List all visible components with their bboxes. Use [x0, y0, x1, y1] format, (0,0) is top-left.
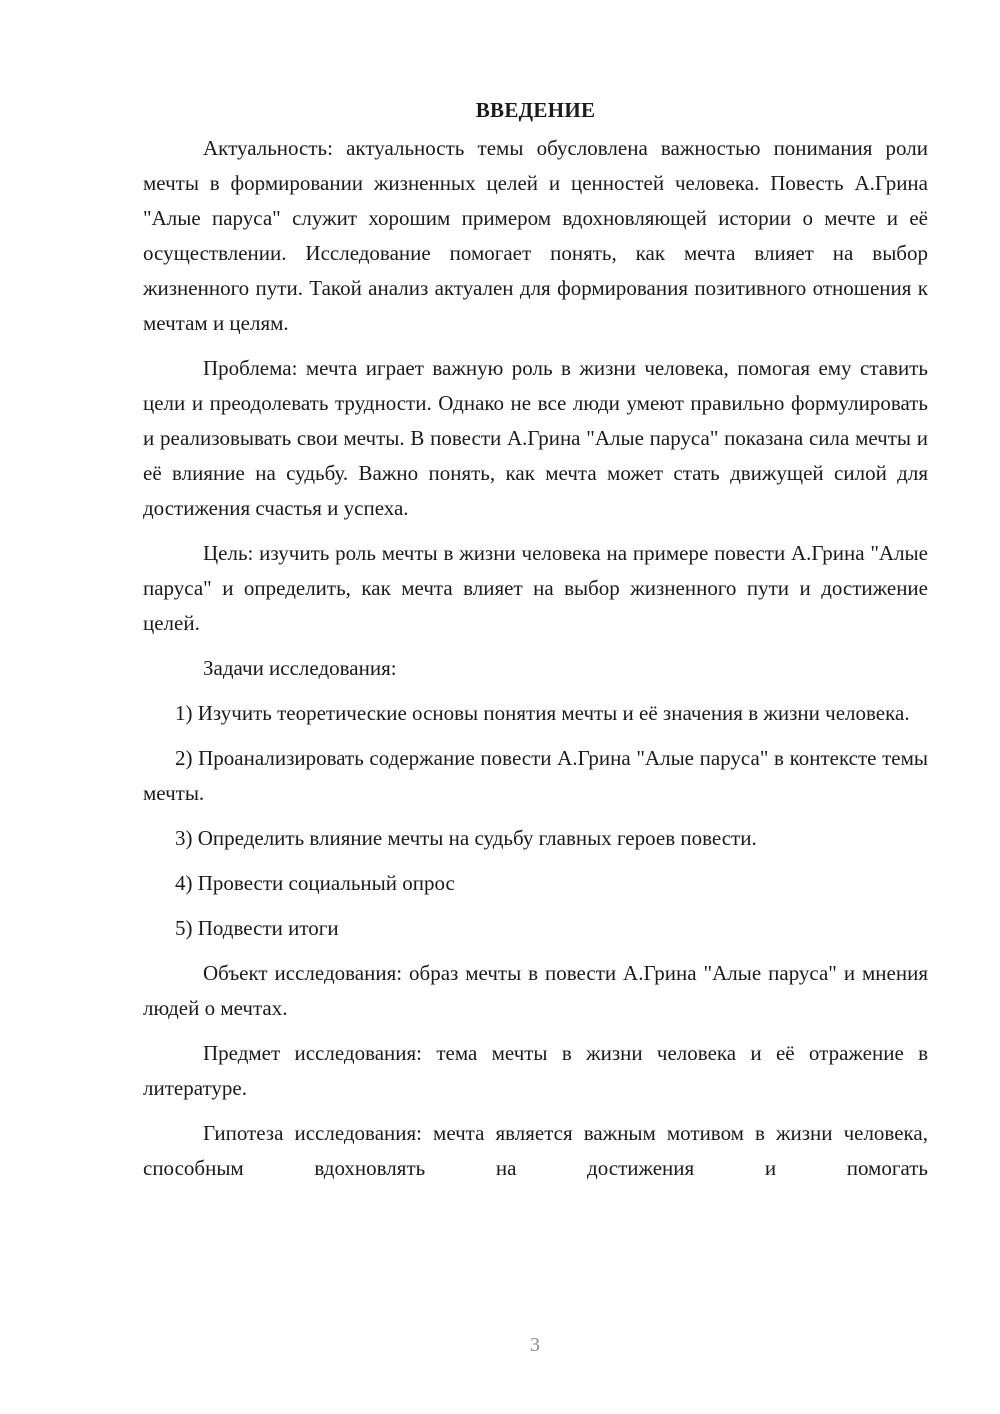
document-page [143, 95, 928, 1196]
task-item-3: 3) Определить влияние мечты на судьбу главных героев повести. [175, 826, 757, 850]
page-number: 3 [530, 1334, 540, 1356]
task-item-1: 1) Изучить теоретические основы понятия мечты и её значения в жизни человека. [175, 701, 910, 725]
paragraph-hypothesis: Гипотеза исследования: мечта является важным мотивом в жизни человека, способным вдохновлять на достижения и помогать [143, 1121, 928, 1180]
paragraph-subject: Предмет исследования: тема мечты в жизни человека и её отражение в литературе. [143, 1041, 928, 1100]
task-item-5: 5) Подвести итоги [175, 916, 339, 940]
paragraph-problem: Проблема: мечта играет важную роль в жизни человека, помогая ему ставить цели и преодолевать трудности. Однако не все люди умеют правильно формулировать и реализовывать свои мечты. В повести А.Грина "Алые паруса" показана сила мечты и её влияние на судьбу. Важно понять, как мечта может стать движущей силой для достижения счастья и успеха. [143, 356, 928, 520]
page-title: ВВЕДЕНИЕ [475, 98, 596, 122]
task-item-2: 2) Проанализировать содержание повести А.Грина "Алые паруса" в контексте темы мечты. [143, 746, 928, 805]
paragraph-relevance: Актуальность: актуальность темы обусловлена важностью понимания роли мечты в формировании жизненных целей и ценностей человека. Повесть А.Грина "Алые паруса" служит хорошим примером вдохновляющей истории о мечте и её осуществлении. Исследование помогает понять, как мечта влияет на выбор жизненного пути. Такой анализ актуален для формирования позитивного отношения к мечтам и целям. [143, 136, 928, 335]
paragraph-tasks-heading: Задачи исследования: [203, 656, 397, 680]
paragraph-goal: Цель: изучить роль мечты в жизни человека на примере повести А.Грина "Алые паруса" и определить, как мечта влияет на выбор жизненного пути и достижение целей. [143, 541, 928, 635]
task-item-4: 4) Провести социальный опрос [175, 871, 455, 895]
paragraph-object: Объект исследования: образ мечты в повести А.Грина "Алые паруса" и мнения людей о мечтах. [143, 961, 928, 1020]
